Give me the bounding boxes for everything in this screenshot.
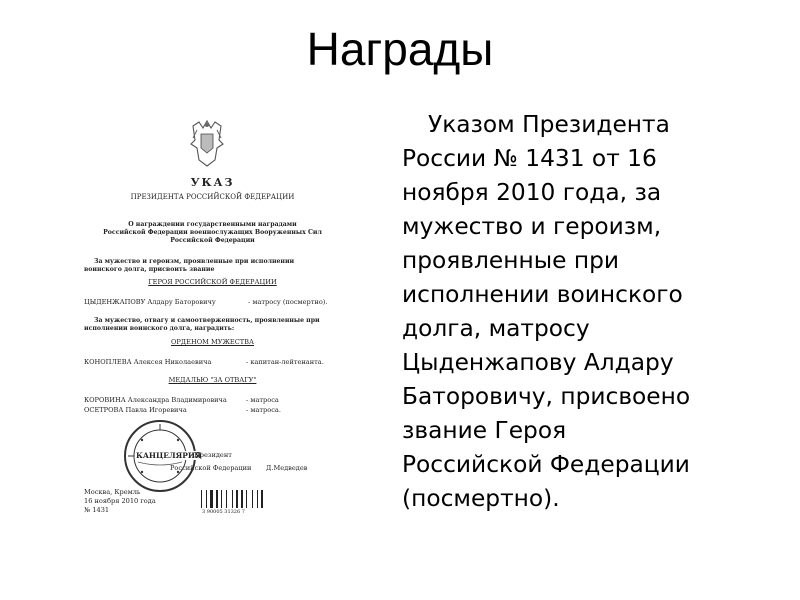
doc-paragraph-line: За мужество и героизм, проявленные при исполнении <box>94 258 295 265</box>
decree-line: проявленные при <box>402 247 619 274</box>
doc-award-medal: МЕДАЛЬЮ "ЗА ОТВАГУ" <box>168 376 257 384</box>
slide-title: Награды <box>306 23 494 75</box>
decree-line: ноября 2010 года, за <box>402 179 662 206</box>
barcode <box>200 490 270 508</box>
doc-number: № 1431 <box>84 506 110 514</box>
doc-place: Москва, Кремль <box>84 488 141 496</box>
stamp-label: КАНЦЕЛЯРИЯ <box>136 451 202 460</box>
doc-subheading: ПРЕЗИДЕНТА РОССИЙСКОЙ ФЕДЕРАЦИИ <box>130 193 295 201</box>
doc-about-line: О награждении государственными наградами <box>128 221 297 228</box>
decree-line: звание Героя <box>402 417 567 444</box>
doc-paragraph-line: воинского долга, присвоить звание <box>84 266 215 273</box>
decree-line: исполнении воинского <box>402 281 683 308</box>
decree-line: Баторовичу, присвоено <box>402 383 691 410</box>
doc-person-role: - капитан-лейтенанта. <box>246 358 324 366</box>
decree-line: долга, матросу <box>402 315 590 342</box>
decree-line: (посмертно). <box>402 485 560 512</box>
decree-line: Российской Федерации <box>402 451 690 478</box>
doc-about-line: Российской Федерации военнослужащих Вооруженных Сил <box>103 229 322 236</box>
doc-person-name: КОНОПЛЕВА Алексея Николаевича <box>84 358 212 366</box>
decree-document-scan <box>70 118 355 538</box>
doc-person-role: - матросу (посмертно). <box>248 298 328 306</box>
decree-line: Указом Президента <box>428 111 670 138</box>
signature-org: Российской Федерации <box>170 464 252 472</box>
barcode-number: 3 90005 31326 7 <box>202 509 245 515</box>
doc-person-name: ЦЫДЕНЖАПОВУ Алдару Баторовичу <box>84 298 216 306</box>
doc-award-order: ОРДЕНОМ МУЖЕСТВА <box>170 338 255 346</box>
doc-paragraph-line: За мужество, отвагу и самоотверженность, проявленные при <box>94 317 320 324</box>
doc-person-name: ОСЕТРОВА Павла Игоревича <box>84 406 187 414</box>
signature-title: Президент <box>194 451 232 459</box>
decree-line: России № 1431 от 16 <box>402 145 657 172</box>
doc-person-role: - матроса. <box>246 406 281 414</box>
doc-person-name: КОРОВИНА Александра Владимировича <box>84 396 227 404</box>
doc-heading: УКАЗ <box>190 176 235 189</box>
coat-of-arms-icon <box>185 118 230 168</box>
decree-line: мужество и героизм, <box>402 213 662 240</box>
decree-text <box>402 108 794 516</box>
signature-name: Д.Медведев <box>266 464 308 472</box>
doc-paragraph-line: исполнении воинского долга, наградить: <box>84 325 235 332</box>
doc-about-line: Российской Федерации <box>170 237 255 244</box>
doc-award-hero: ГЕРОЯ РОССИЙСКОЙ ФЕДЕРАЦИИ <box>148 278 277 286</box>
decree-line: Цыденжапову Алдару <box>402 349 674 376</box>
doc-person-role: - матроса <box>246 396 279 404</box>
doc-date: 16 ноября 2010 года <box>84 497 156 505</box>
